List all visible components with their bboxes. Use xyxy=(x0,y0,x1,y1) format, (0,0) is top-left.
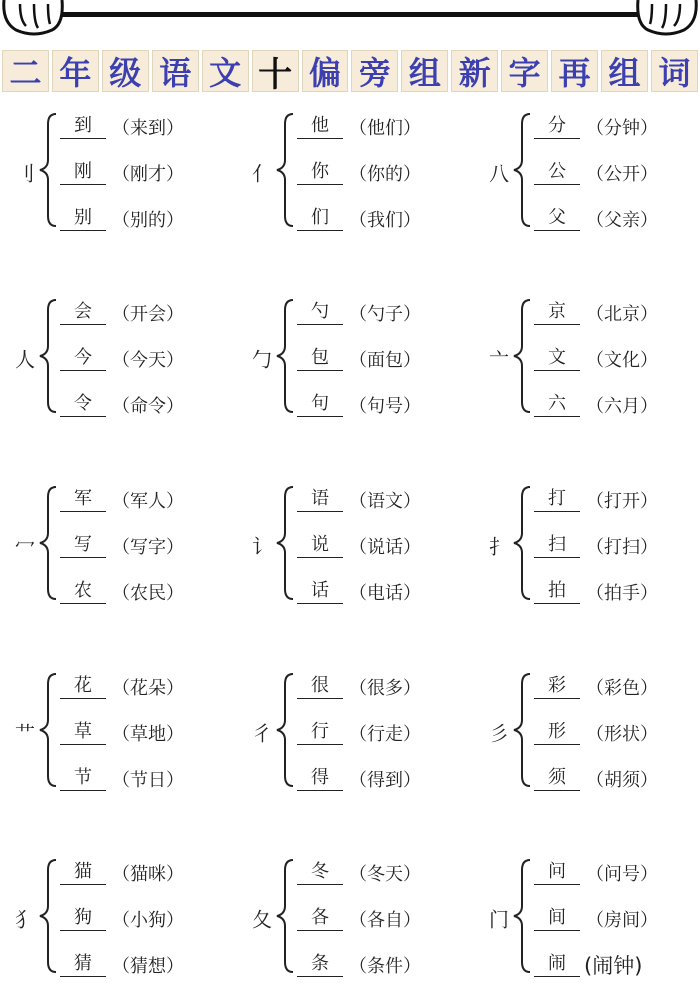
close-paren: ） xyxy=(403,864,421,885)
new-character: 京 xyxy=(534,301,580,325)
new-character: 你 xyxy=(297,161,343,185)
close-paren: ） xyxy=(640,210,658,231)
close-paren: ） xyxy=(403,910,421,931)
word-entry xyxy=(534,858,658,888)
word-entry xyxy=(60,950,184,980)
compound-word: 问号 xyxy=(604,864,640,885)
word-entry xyxy=(534,672,658,702)
compound-word: 形状 xyxy=(604,724,640,745)
title-character: 语 xyxy=(152,50,199,92)
open-paren: （ xyxy=(349,164,367,185)
compound-word: 别的 xyxy=(130,210,166,231)
close-paren: ） xyxy=(403,491,421,512)
title-character: 偏 xyxy=(302,50,349,92)
open-paren: （ xyxy=(112,864,130,885)
curly-brace-icon xyxy=(275,670,297,790)
new-character: 父 xyxy=(534,207,580,231)
close-paren: ） xyxy=(403,350,421,371)
compound-word: 节日 xyxy=(130,770,166,791)
radical-group xyxy=(482,856,700,996)
compound-word: 语文 xyxy=(367,491,403,512)
curly-brace-icon xyxy=(275,110,297,230)
open-paren: （ xyxy=(349,956,367,977)
close-paren: ） xyxy=(640,164,658,185)
compound-word: 写字 xyxy=(130,537,166,558)
close-paren: ） xyxy=(403,537,421,558)
word-entry xyxy=(534,718,658,748)
radical-group xyxy=(482,296,700,436)
radical-group xyxy=(245,670,470,810)
close-paren: ） xyxy=(403,118,421,139)
close-paren: ） xyxy=(166,396,184,417)
compound-word: 父亲 xyxy=(604,210,640,231)
open-paren: （ xyxy=(349,304,367,325)
new-character: 猜 xyxy=(60,953,106,977)
compound-word: 开会 xyxy=(130,304,166,325)
word-entry xyxy=(297,112,421,142)
new-character: 很 xyxy=(297,675,343,699)
open-paren: （ xyxy=(112,724,130,745)
new-character: 六 xyxy=(534,393,580,417)
close-paren: ） xyxy=(640,770,658,791)
word-entry xyxy=(60,531,184,561)
new-character: 勺 xyxy=(297,301,343,325)
compound-word: 电话 xyxy=(367,583,403,604)
radical-group xyxy=(8,110,233,250)
new-character: 节 xyxy=(60,767,106,791)
word-entry xyxy=(534,112,658,142)
radical-label: 夂 xyxy=(252,907,272,932)
word-entry xyxy=(60,344,184,374)
open-paren: （ xyxy=(349,770,367,791)
open-paren: （ xyxy=(349,864,367,885)
compound-word: 猜想 xyxy=(130,956,166,977)
word-entry xyxy=(534,298,658,328)
open-paren: （ xyxy=(586,396,604,417)
curly-brace-icon xyxy=(512,483,534,603)
open-paren: （ xyxy=(349,678,367,699)
new-character: 他 xyxy=(297,115,343,139)
compound-word: 猫咪 xyxy=(130,864,166,885)
compound-word: 面包 xyxy=(367,350,403,371)
open-paren: （ xyxy=(112,678,130,699)
open-paren: （ xyxy=(112,537,130,558)
word-entry xyxy=(534,390,658,420)
radical-label: 犭 xyxy=(15,907,35,932)
open-paren: （ xyxy=(112,491,130,512)
word-entry xyxy=(297,158,421,188)
word-entry xyxy=(60,485,184,515)
radical-label: 八 xyxy=(489,161,509,186)
title-character: 级 xyxy=(102,50,149,92)
radical-label: 亠 xyxy=(489,347,509,372)
close-paren: ） xyxy=(166,724,184,745)
word-entry xyxy=(60,858,184,888)
new-character: 军 xyxy=(60,488,106,512)
new-character: 行 xyxy=(297,721,343,745)
new-character: 写 xyxy=(60,534,106,558)
word-entry xyxy=(534,204,658,234)
radical-group xyxy=(245,856,470,996)
word-entry xyxy=(297,204,421,234)
open-paren: （ xyxy=(586,537,604,558)
title-character: 二 xyxy=(2,50,49,92)
new-character: 闹 xyxy=(534,953,580,977)
new-character: 得 xyxy=(297,767,343,791)
radical-group xyxy=(8,483,233,623)
word-entry xyxy=(60,672,184,702)
compound-word: 很多 xyxy=(367,678,403,699)
cartoon-glove-left-icon xyxy=(0,0,70,40)
word-entry xyxy=(534,950,642,980)
word-entry xyxy=(297,904,421,934)
compound-word: 来到 xyxy=(130,118,166,139)
open-paren: （ xyxy=(586,350,604,371)
radical-group xyxy=(482,670,700,810)
word-entry xyxy=(534,904,658,934)
new-character: 条 xyxy=(297,953,343,977)
new-character: 们 xyxy=(297,207,343,231)
compound-word: 勺子 xyxy=(367,304,403,325)
page-title xyxy=(2,50,698,94)
open-paren: （ xyxy=(349,910,367,931)
curly-brace-icon xyxy=(38,296,60,416)
word-entry xyxy=(60,112,184,142)
radical-group xyxy=(8,296,233,436)
radical-label: 勹 xyxy=(252,347,272,372)
radical-label: 冖 xyxy=(15,534,35,559)
close-paren: ） xyxy=(640,118,658,139)
new-character: 令 xyxy=(60,393,106,417)
title-plus-sign: 十 xyxy=(252,50,299,92)
close-paren: ） xyxy=(640,910,658,931)
new-character: 句 xyxy=(297,393,343,417)
compound-word: 彩色 xyxy=(604,678,640,699)
open-paren: （ xyxy=(349,350,367,371)
title-character: 旁 xyxy=(351,50,398,92)
radical-group xyxy=(245,110,470,250)
radical-group xyxy=(482,110,700,250)
open-paren: （ xyxy=(349,491,367,512)
close-paren: ） xyxy=(403,770,421,791)
compound-word: 胡须 xyxy=(604,770,640,791)
new-character: 形 xyxy=(534,721,580,745)
close-paren: ） xyxy=(403,164,421,185)
new-character: 问 xyxy=(534,861,580,885)
close-paren: ） xyxy=(166,304,184,325)
radical-group xyxy=(8,670,233,810)
new-character: 冬 xyxy=(297,861,343,885)
compound-word: 刚才 xyxy=(130,164,166,185)
close-paren: ） xyxy=(640,491,658,512)
new-character: 文 xyxy=(534,347,580,371)
radical-label: 刂 xyxy=(15,161,35,186)
word-entry xyxy=(297,531,421,561)
compound-word: 小狗 xyxy=(130,910,166,931)
curly-brace-icon xyxy=(275,483,297,603)
close-paren: ） xyxy=(166,118,184,139)
curly-brace-icon xyxy=(512,296,534,416)
title-character: 新 xyxy=(451,50,498,92)
curly-brace-icon xyxy=(512,856,534,976)
close-paren: ） xyxy=(166,956,184,977)
open-paren: （ xyxy=(112,210,130,231)
close-paren: ） xyxy=(640,396,658,417)
curly-brace-icon xyxy=(512,670,534,790)
title-character: 文 xyxy=(202,50,249,92)
open-paren: （ xyxy=(586,770,604,791)
close-paren: ） xyxy=(166,678,184,699)
radical-group xyxy=(8,856,233,996)
new-character: 扫 xyxy=(534,534,580,558)
new-character: 打 xyxy=(534,488,580,512)
close-paren: ） xyxy=(166,910,184,931)
open-paren: （ xyxy=(586,164,604,185)
word-entry xyxy=(534,577,658,607)
compound-word: 打开 xyxy=(604,491,640,512)
open-paren: （ xyxy=(586,304,604,325)
new-character: 话 xyxy=(297,580,343,604)
compound-word: 条件 xyxy=(367,956,403,977)
word-entry xyxy=(60,904,184,934)
compound-word: 今天 xyxy=(130,350,166,371)
close-paren: ） xyxy=(640,304,658,325)
compound-word: 你的 xyxy=(367,164,403,185)
close-paren: ） xyxy=(166,770,184,791)
open-paren: （ xyxy=(112,118,130,139)
close-paren: ） xyxy=(640,678,658,699)
close-paren: ） xyxy=(403,678,421,699)
word-entry xyxy=(297,344,421,374)
open-paren: （ xyxy=(112,956,130,977)
radical-label: 艹 xyxy=(15,721,35,746)
open-paren: （ xyxy=(112,770,130,791)
word-entry xyxy=(60,204,184,234)
close-paren: ） xyxy=(403,304,421,325)
curly-brace-icon xyxy=(275,856,297,976)
new-character: 拍 xyxy=(534,580,580,604)
open-paren: （ xyxy=(349,537,367,558)
new-character: 分 xyxy=(534,115,580,139)
title-character: 词 xyxy=(651,50,698,92)
new-character: 彩 xyxy=(534,675,580,699)
close-paren: ） xyxy=(640,350,658,371)
word-entry xyxy=(297,298,421,328)
compound-word: 命令 xyxy=(130,396,166,417)
new-character: 农 xyxy=(60,580,106,604)
title-character: 年 xyxy=(52,50,99,92)
word-entry xyxy=(297,858,421,888)
word-entry xyxy=(297,390,421,420)
curly-brace-icon xyxy=(38,670,60,790)
word-entry xyxy=(60,390,184,420)
new-character: 语 xyxy=(297,488,343,512)
radical-label: 彡 xyxy=(489,721,509,746)
new-character: 间 xyxy=(534,907,580,931)
close-paren: ） xyxy=(640,537,658,558)
new-character: 别 xyxy=(60,207,106,231)
word-entry xyxy=(534,764,658,794)
new-character: 猫 xyxy=(60,861,106,885)
close-paren: ） xyxy=(166,491,184,512)
radical-group xyxy=(245,483,470,623)
word-entry xyxy=(534,485,658,515)
new-character: 会 xyxy=(60,301,106,325)
title-character: 再 xyxy=(551,50,598,92)
title-character: 组 xyxy=(601,50,648,92)
new-character: 说 xyxy=(297,534,343,558)
open-paren: （ xyxy=(586,864,604,885)
title-character: 组 xyxy=(401,50,448,92)
word-entry xyxy=(534,158,658,188)
word-entry xyxy=(60,718,184,748)
curly-brace-icon xyxy=(512,110,534,230)
new-character: 须 xyxy=(534,767,580,791)
curly-brace-icon xyxy=(38,110,60,230)
close-paren: ） xyxy=(403,724,421,745)
compound-word: 房间 xyxy=(604,910,640,931)
compound-word: 句号 xyxy=(367,396,403,417)
compound-word: 军人 xyxy=(130,491,166,512)
word-entry xyxy=(534,531,658,561)
open-paren: （ xyxy=(586,491,604,512)
open-paren: （ xyxy=(349,210,367,231)
compound-word: 拍手 xyxy=(604,583,640,604)
open-paren: （ xyxy=(112,350,130,371)
new-character: 包 xyxy=(297,347,343,371)
word-entry xyxy=(297,485,421,515)
compound-word: 花朵 xyxy=(130,678,166,699)
open-paren: （ xyxy=(112,396,130,417)
radical-label: 门 xyxy=(489,907,509,932)
open-paren: （ xyxy=(112,304,130,325)
close-paren: ） xyxy=(640,724,658,745)
open-paren: （ xyxy=(586,118,604,139)
new-character: 花 xyxy=(60,675,106,699)
close-paren: ） xyxy=(166,164,184,185)
word-entry xyxy=(297,718,421,748)
compound-word: 北京 xyxy=(604,304,640,325)
new-character: 刚 xyxy=(60,161,106,185)
compound-word: 文化 xyxy=(604,350,640,371)
word-entry xyxy=(297,764,421,794)
top-border-line xyxy=(55,12,645,17)
open-paren: （ xyxy=(349,583,367,604)
open-paren: （ xyxy=(112,583,130,604)
word-entry xyxy=(60,764,184,794)
new-character: 狗 xyxy=(60,907,106,931)
open-paren: （ xyxy=(349,118,367,139)
radical-label: 讠 xyxy=(252,534,272,559)
open-paren: （ xyxy=(586,724,604,745)
new-character: 草 xyxy=(60,721,106,745)
compound-word: 冬天 xyxy=(367,864,403,885)
open-paren: （ xyxy=(586,678,604,699)
curly-brace-icon xyxy=(38,483,60,603)
compound-word: 得到 xyxy=(367,770,403,791)
compound-word: 各自 xyxy=(367,910,403,931)
radical-label: 亻 xyxy=(252,161,272,186)
open-paren: （ xyxy=(586,583,604,604)
compound-word: 六月 xyxy=(604,396,640,417)
word-entry xyxy=(60,158,184,188)
new-character: 到 xyxy=(60,115,106,139)
word-entry xyxy=(60,298,184,328)
open-paren: （ xyxy=(349,724,367,745)
compound-word: 打扫 xyxy=(604,537,640,558)
word-entry xyxy=(297,672,421,702)
compound-word: 农民 xyxy=(130,583,166,604)
compound-word: 我们 xyxy=(367,210,403,231)
word-entry xyxy=(60,577,184,607)
open-paren: （ xyxy=(586,210,604,231)
radical-label: 彳 xyxy=(252,721,272,746)
word-entry xyxy=(534,344,658,374)
compound-word: 说话 xyxy=(367,537,403,558)
close-paren: ） xyxy=(640,864,658,885)
word-entry xyxy=(297,950,421,980)
radical-label: 扌 xyxy=(489,534,509,559)
open-paren: （ xyxy=(112,164,130,185)
close-paren: ） xyxy=(166,210,184,231)
close-paren: ） xyxy=(166,864,184,885)
compound-word: (闹钟) xyxy=(584,954,643,978)
open-paren: （ xyxy=(349,396,367,417)
open-paren: （ xyxy=(586,910,604,931)
close-paren: ） xyxy=(166,583,184,604)
radical-group xyxy=(245,296,470,436)
close-paren: ） xyxy=(403,396,421,417)
close-paren: ） xyxy=(166,350,184,371)
title-character: 字 xyxy=(501,50,548,92)
compound-word: 行走 xyxy=(367,724,403,745)
cartoon-glove-right-icon xyxy=(630,0,700,40)
radical-label: 人 xyxy=(15,347,35,372)
word-entry xyxy=(297,577,421,607)
new-character: 各 xyxy=(297,907,343,931)
radical-group xyxy=(482,483,700,623)
new-character: 公 xyxy=(534,161,580,185)
compound-word: 他们 xyxy=(367,118,403,139)
compound-word: 公开 xyxy=(604,164,640,185)
curly-brace-icon xyxy=(38,856,60,976)
close-paren: ） xyxy=(640,583,658,604)
curly-brace-icon xyxy=(275,296,297,416)
open-paren: （ xyxy=(112,910,130,931)
top-decoration xyxy=(0,0,700,44)
close-paren: ） xyxy=(403,956,421,977)
compound-word: 分钟 xyxy=(604,118,640,139)
close-paren: ） xyxy=(403,583,421,604)
close-paren: ） xyxy=(166,537,184,558)
close-paren: ） xyxy=(403,210,421,231)
new-character: 今 xyxy=(60,347,106,371)
compound-word: 草地 xyxy=(130,724,166,745)
